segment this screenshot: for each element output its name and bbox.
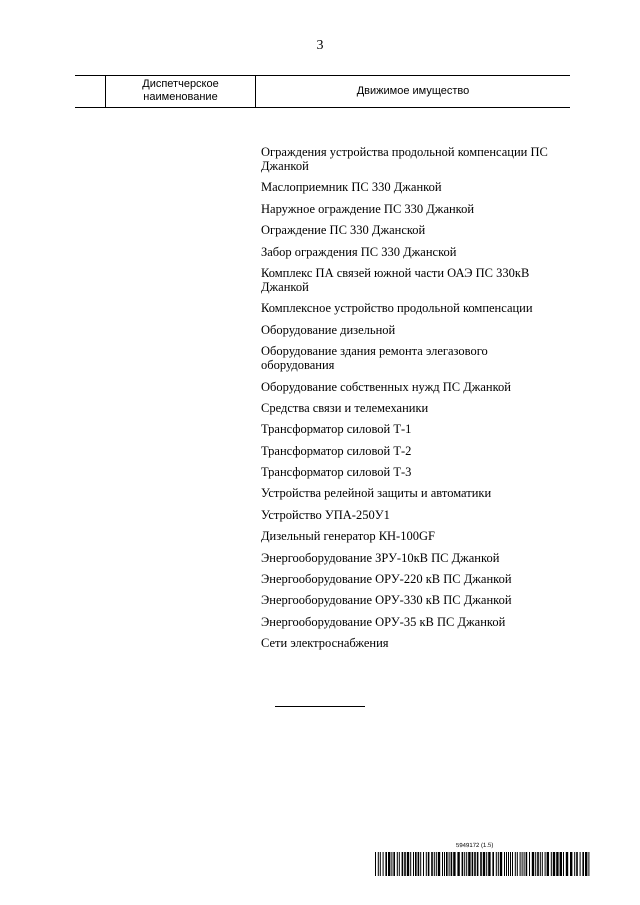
- list-item: Энергооборудование ОРУ-220 кВ ПС Джанкой: [261, 572, 512, 587]
- list-item: Энергооборудование ОРУ-35 кВ ПС Джанкой: [261, 614, 506, 629]
- list-item: Сети электроснабжения: [261, 636, 389, 651]
- movable-property-list: [261, 145, 561, 658]
- list-item: Энергооборудование ОРУ-330 кВ ПС Джанкой: [261, 593, 512, 608]
- list-item: Оборудование здания ремонта элегазового оборудования: [261, 344, 488, 373]
- dispatch-name-header: Диспетчерское наименование: [142, 78, 219, 103]
- list-item: Устройство УПА-250У1: [261, 507, 390, 522]
- list-item: Трансформатор силовой Т-2: [261, 443, 412, 458]
- list-item: Оборудование дизельной: [261, 322, 396, 337]
- barcode-image: [375, 852, 590, 876]
- list-item: Трансформатор силовой Т-3: [261, 465, 412, 480]
- page-number: 3: [316, 38, 324, 53]
- list-item: Трансформатор силовой Т-1: [261, 422, 412, 437]
- list-item: Комплексное устройство продольной компенсации: [261, 301, 533, 316]
- list-item: Наружное ограждение ПС 330 Джанкой: [261, 201, 475, 216]
- list-item: Дизельный генератор КН-100GF: [261, 529, 435, 544]
- movable-property-header: Движимое имущество: [356, 85, 470, 97]
- list-item: Энергооборудование ЗРУ-10кВ ПС Джанкой: [261, 550, 500, 565]
- list-item: Ограждение ПС 330 Джанской: [261, 223, 426, 238]
- list-item: Комплекс ПА связей южной части ОАЭ ПС 330кВ Джанкой: [261, 265, 530, 294]
- barcode-caption: 5949172 (1.5): [455, 842, 494, 850]
- list-item: Средства связи и телемеханики: [261, 400, 429, 415]
- footnote-separator: [275, 706, 365, 707]
- list-item: Забор ограждения ПС 330 Джанской: [261, 244, 457, 259]
- table-header: [75, 75, 570, 108]
- list-item: Устройства релейной защиты и автоматики: [261, 486, 492, 501]
- list-item: Ограждения устройства продольной компенсации ПС Джанкой: [261, 145, 548, 173]
- list-item: Оборудование собственных нужд ПС Джанкой: [261, 379, 511, 394]
- list-item: Маслоприемник ПС 330 Джанкой: [261, 180, 442, 195]
